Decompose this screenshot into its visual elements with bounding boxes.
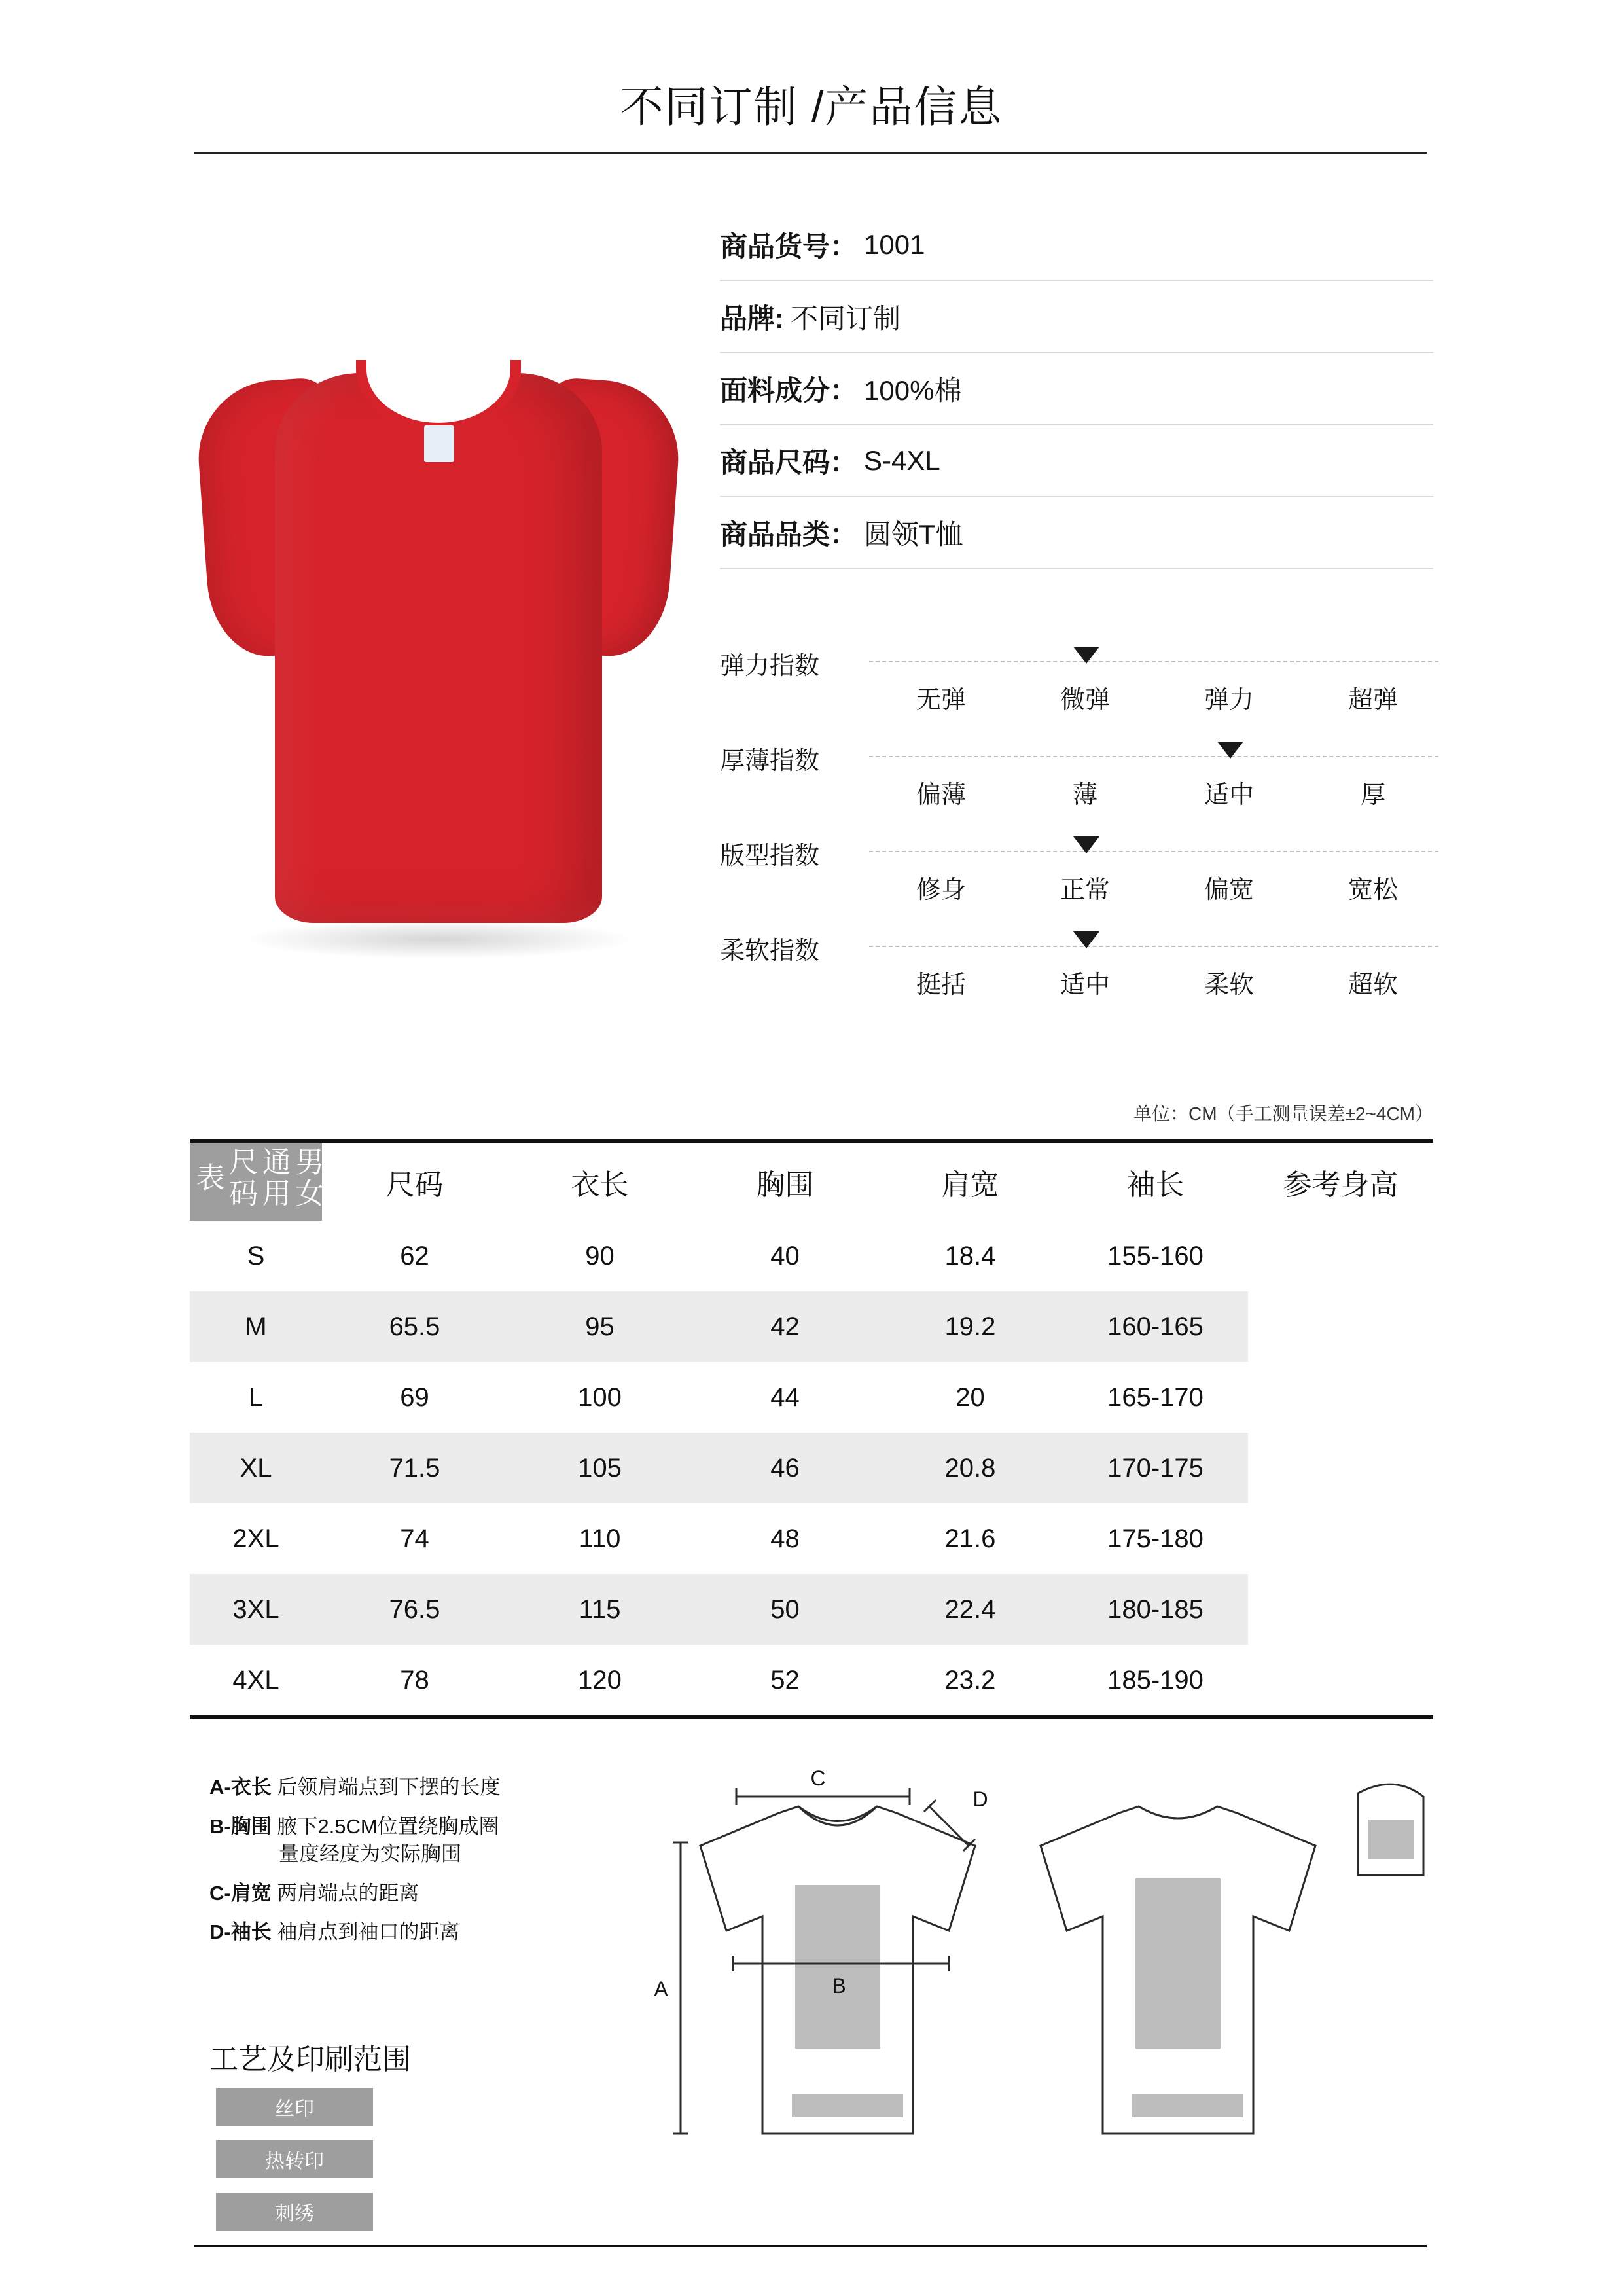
print-area-diagram <box>582 1767 1433 2225</box>
cell-chest: 120 <box>578 1665 622 1695</box>
measurement-legend <box>209 1774 550 1958</box>
meter-option: 柔软 <box>1204 971 1254 999</box>
cell-chest: 100 <box>578 1382 622 1412</box>
tshirt-illustration <box>196 327 681 936</box>
cell-sleeve: 19.2 <box>878 1291 1063 1362</box>
meter-thickness <box>720 736 1440 831</box>
table-row <box>190 1362 1433 1433</box>
legend-code: A-衣长 <box>209 1776 272 1799</box>
meter-track <box>869 661 1438 662</box>
cell-shoulder: 50 <box>692 1574 878 1645</box>
meter-label: 柔软指数 <box>720 937 820 965</box>
cell-size: 4XL <box>232 1665 279 1695</box>
table-row <box>190 1574 1433 1645</box>
meter-elasticity <box>720 641 1440 736</box>
meter-label: 版型指数 <box>720 842 820 870</box>
spec-value: 圆领T恤 <box>864 519 963 550</box>
meter-option: 偏薄 <box>916 781 966 809</box>
meter-marker-icon <box>1073 836 1099 853</box>
meter-option: 适中 <box>1204 781 1254 809</box>
column-header: 尺码 <box>385 1168 444 1201</box>
legend-desc: 两肩端点的距离 <box>277 1881 419 1905</box>
spec-row-brand <box>720 281 1433 353</box>
cell-size: 3XL <box>190 1574 322 1645</box>
process-chip-embroidery: 刺绣 <box>216 2193 373 2231</box>
meter-label: 厚薄指数 <box>720 747 820 775</box>
cell-size: 2XL <box>232 1524 279 1553</box>
product-image <box>164 308 707 1014</box>
dimension-label-d: D <box>972 1787 988 1811</box>
meter-option: 修身 <box>916 876 966 904</box>
process-chip-silkscreen: 丝印 <box>216 2088 373 2126</box>
cell-height: 175-180 <box>1107 1524 1204 1553</box>
legend-code: C-肩宽 <box>209 1881 272 1905</box>
cell-height: 155-160 <box>1107 1241 1204 1270</box>
spec-value: 100%棉 <box>864 375 962 406</box>
spec-key: 商品货号： <box>720 231 858 262</box>
size-table <box>190 1143 1433 1715</box>
cell-shoulder: 40 <box>770 1241 800 1270</box>
spec-value: 不同订制 <box>791 303 901 334</box>
meter-option: 超弹 <box>1347 687 1398 714</box>
back-hem-print-area <box>1132 2094 1243 2117</box>
cell-length: 74 <box>400 1524 429 1553</box>
cell-sleeve: 20 <box>955 1382 985 1412</box>
meter-option: 弹力 <box>1204 687 1254 714</box>
meter-track <box>869 851 1438 852</box>
meter-ticks <box>869 679 1445 715</box>
legend-item-length <box>209 1774 550 1801</box>
spec-value: S-4XL <box>864 445 940 476</box>
table-row <box>190 1221 1433 1291</box>
table-row <box>190 1291 1433 1362</box>
meter-track <box>869 756 1438 757</box>
page-title: 不同订制 /产品信息 <box>620 82 1003 131</box>
front-print-area <box>795 1885 880 2049</box>
dimension-label-c: C <box>810 1767 826 1790</box>
legend-desc-sub: 量度经度为实际胸围 <box>279 1842 461 1865</box>
column-header: 袖长 <box>1126 1168 1185 1201</box>
meter-fit <box>720 831 1440 926</box>
meter-option: 偏宽 <box>1204 876 1254 904</box>
cell-chest: 110 <box>579 1524 621 1553</box>
spec-value: 1001 <box>864 229 925 260</box>
back-print-area <box>1135 1878 1221 2049</box>
legend-item-chest <box>209 1813 550 1868</box>
column-header: 胸围 <box>756 1168 814 1201</box>
spec-key: 面料成分： <box>720 375 858 406</box>
spec-key: 商品品类： <box>720 519 858 550</box>
meter-option: 适中 <box>1060 971 1110 999</box>
meter-option: 宽松 <box>1347 876 1398 904</box>
meter-option: 厚 <box>1360 781 1385 809</box>
meter-option: 正常 <box>1060 876 1110 904</box>
legend-desc: 后领肩端点到下摆的长度 <box>277 1776 501 1799</box>
cell-height: 160-165 <box>1063 1291 1248 1362</box>
size-table-side-label: 男女通用尺码表 <box>190 1143 322 1221</box>
legend-code: B-胸围 <box>209 1814 272 1838</box>
cell-shoulder: 44 <box>770 1382 800 1412</box>
cell-height: 185-190 <box>1107 1665 1204 1695</box>
cell-shoulder: 48 <box>770 1524 800 1553</box>
process-title: 工艺及印刷范围 <box>209 2043 411 2075</box>
tshirt-shadow <box>242 920 635 959</box>
legend-item-sleeve <box>209 1918 550 1946</box>
spec-key: 品牌: <box>720 303 784 334</box>
cell-shoulder: 42 <box>692 1291 878 1362</box>
spec-list <box>720 209 1433 569</box>
index-meters <box>720 641 1440 1021</box>
meter-marker-icon <box>1073 647 1099 664</box>
cell-length: 71.5 <box>322 1433 507 1503</box>
cell-length: 78 <box>400 1665 429 1695</box>
cell-shoulder: 46 <box>692 1433 878 1503</box>
cell-length: 62 <box>400 1241 429 1270</box>
meter-option: 薄 <box>1072 781 1097 809</box>
meter-marker-icon <box>1073 931 1099 948</box>
page-title-wrap <box>0 72 1623 134</box>
dimension-label-b: B <box>832 1974 846 1998</box>
cell-chest: 95 <box>507 1291 692 1362</box>
column-header: 衣长 <box>571 1168 629 1201</box>
footer-divider <box>194 2245 1427 2247</box>
cell-sleeve: 23.2 <box>944 1665 996 1695</box>
meter-ticks <box>869 964 1445 1000</box>
meter-marker-icon <box>1217 742 1243 759</box>
cell-height: 170-175 <box>1063 1433 1248 1503</box>
spec-key: 商品尺码： <box>720 447 858 478</box>
table-row <box>190 1645 1433 1715</box>
cell-chest: 105 <box>507 1433 692 1503</box>
unit-note: 单位：CM（手工测量误差±2~4CM） <box>1133 1103 1433 1124</box>
title-divider <box>194 152 1427 154</box>
cell-size: S <box>247 1241 265 1270</box>
legend-item-shoulder <box>209 1880 550 1907</box>
table-row <box>190 1503 1433 1574</box>
cell-shoulder: 52 <box>770 1665 800 1695</box>
spec-row-size-range <box>720 425 1433 497</box>
measurement-section <box>190 1754 1433 2225</box>
cell-size: M <box>190 1291 322 1362</box>
size-table-wrap <box>190 1139 1433 1719</box>
cell-sleeve: 22.4 <box>878 1574 1063 1645</box>
cell-length: 69 <box>400 1382 429 1412</box>
meter-label: 弹力指数 <box>720 653 820 680</box>
cell-chest: 115 <box>507 1574 692 1645</box>
front-hem-print-area <box>792 2094 903 2117</box>
table-row <box>190 1433 1433 1503</box>
legend-desc: 腋下2.5CM位置绕胸成圈 <box>277 1814 499 1838</box>
spec-row-category <box>720 497 1433 569</box>
cell-sleeve: 21.6 <box>944 1524 996 1553</box>
dimension-label-a: A <box>654 1977 668 2001</box>
meter-option: 挺括 <box>916 971 966 999</box>
tshirt-neck-label <box>424 425 454 462</box>
column-header: 参考身高 <box>1283 1168 1399 1201</box>
spec-row-material <box>720 353 1433 425</box>
cell-length: 65.5 <box>322 1291 507 1362</box>
cell-sleeve: 18.4 <box>944 1241 996 1270</box>
spec-row-item-no <box>720 209 1433 281</box>
meter-softness <box>720 926 1440 1021</box>
cell-height: 180-185 <box>1063 1574 1248 1645</box>
meter-option: 超软 <box>1347 971 1398 999</box>
meter-option: 微弹 <box>1060 687 1110 714</box>
process-chip-heat-transfer: 热转印 <box>216 2140 373 2178</box>
cell-chest: 90 <box>585 1241 615 1270</box>
meter-track <box>869 946 1438 947</box>
meter-ticks <box>869 774 1445 810</box>
cell-height: 165-170 <box>1107 1382 1204 1412</box>
cell-sleeve: 20.8 <box>878 1433 1063 1503</box>
legend-code: D-袖长 <box>209 1920 272 1944</box>
legend-desc: 袖肩点到袖口的距离 <box>277 1920 460 1944</box>
cell-size: L <box>248 1382 264 1412</box>
meter-option: 无弹 <box>916 687 966 714</box>
print-area-svg <box>582 1767 1433 2225</box>
table-header-row <box>190 1143 1433 1221</box>
cell-length: 76.5 <box>322 1574 507 1645</box>
cell-size: XL <box>190 1433 322 1503</box>
sleeve-print-area <box>1368 1820 1414 1859</box>
column-header: 肩宽 <box>941 1168 999 1201</box>
meter-ticks <box>869 869 1445 905</box>
